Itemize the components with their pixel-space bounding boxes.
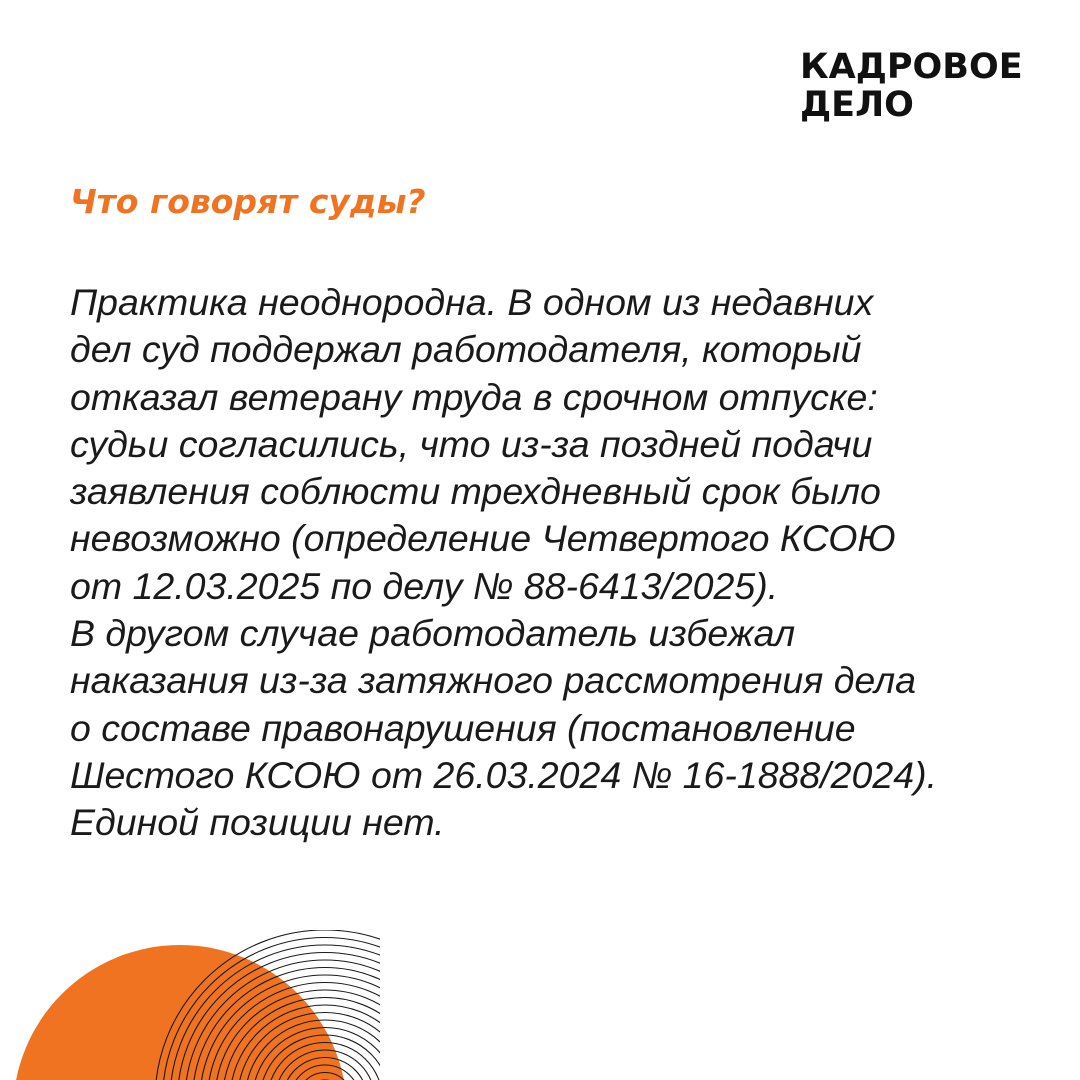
body-paragraph <box>70 279 1060 847</box>
body-line: невозможно (определение Четвертого КСОЮ <box>70 517 896 560</box>
body-line: Шестого КСОЮ от 26.03.2024 № 16-1888/2024). <box>70 753 938 796</box>
body-line: заявления соблюсти трехдневный срок было <box>70 470 881 513</box>
body-line: Практика неоднородна. В одном из недавних <box>70 281 874 323</box>
body-line: наказания из-за затяжного рассмотрения дела <box>70 659 917 702</box>
body-line: отказал ветерану труда в срочном отпуске: <box>70 375 878 418</box>
orange-circle <box>13 945 347 1080</box>
brand-logo <box>800 48 1023 124</box>
body-line: от 12.03.2025 по делу № 88-6413/2025). <box>70 564 779 607</box>
brand-logo-line-2: ДЕЛО <box>800 85 914 125</box>
decorative-circles <box>0 930 380 1080</box>
page-heading: Что говорят суды? <box>70 182 426 221</box>
body-line: судьи согласились, что из-за поздней подачи <box>70 422 873 465</box>
body-line: В другом случае работодатель избежал <box>70 612 796 655</box>
body-line: о составе правонарушения (постановление <box>70 706 856 749</box>
body-line: Единой позиции нет. <box>70 801 445 844</box>
brand-logo-line-1: КАДРОВОЕ <box>800 47 1023 87</box>
body-line: дел суд поддержал работодателя, который <box>70 328 862 371</box>
